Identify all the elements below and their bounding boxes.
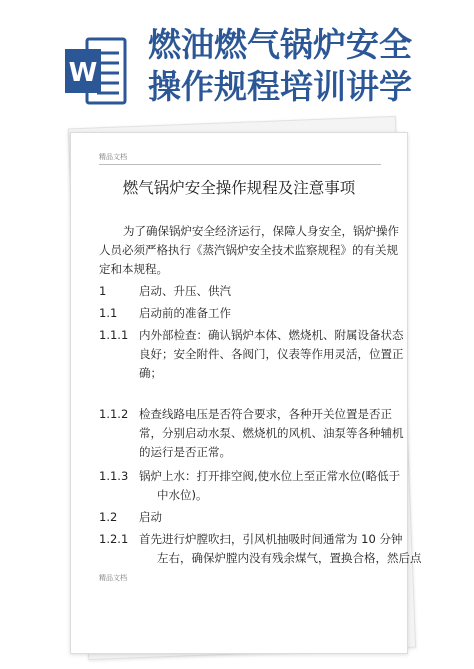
section-number: 1.2.1 bbox=[99, 532, 129, 546]
section-number: 1.1.2 bbox=[99, 407, 129, 421]
section-number: 1 bbox=[99, 284, 107, 298]
banner-title-line2: 操作规程培训讲学 bbox=[148, 67, 412, 106]
section-text: 首先进行炉膛吹扫，引风机抽吸时间通常为 10 分钟 bbox=[139, 532, 403, 546]
section-text: 锅炉上水：打开排空阀,使水位上至正常水位(略低于 bbox=[139, 469, 401, 483]
header-divider bbox=[99, 164, 381, 165]
section-text: 检查线路电压是否符合要求，各种开关位置是否正 bbox=[139, 407, 392, 421]
intro-line: 为了确保锅炉安全经济运行，保障人身安全，锅炉操作 bbox=[123, 224, 399, 238]
section-number: 1.1 bbox=[99, 306, 118, 320]
word-logo-letter: W bbox=[68, 58, 98, 88]
section-text: 确； bbox=[139, 366, 162, 380]
banner-title-line1: 燃油燃气锅炉安全 bbox=[148, 25, 412, 64]
section-number: 1.1.1 bbox=[99, 328, 129, 342]
header-mark: 精品文档 bbox=[99, 153, 127, 161]
section-text: 常，分别启动水泵、燃烧机的风机、油泵等各种辅机 bbox=[139, 426, 404, 440]
section-text: 启动前的准备工作 bbox=[139, 306, 231, 320]
intro-line: 人员必须严格执行《蒸汽锅炉安全技术监察规程》的有关规 bbox=[99, 243, 398, 257]
banner-title bbox=[148, 24, 468, 108]
section-text: 启动、升压、供汽 bbox=[139, 284, 231, 298]
banner bbox=[0, 0, 474, 130]
section-text: 内外部检查：确认锅炉本体、燃烧机、附属设备状态 bbox=[139, 328, 404, 342]
word-document-icon bbox=[63, 35, 127, 107]
section-text: 良好；安全附件、各阀门，仪表等作用灵活，位置正 bbox=[139, 347, 404, 361]
document-page bbox=[70, 132, 422, 654]
document-title: 燃气锅炉安全操作规程及注意事项 bbox=[122, 179, 356, 197]
section-text: 中水位)。 bbox=[157, 488, 208, 502]
section-number: 1.1.3 bbox=[99, 469, 129, 483]
section-text: 启动 bbox=[139, 510, 162, 524]
section-number: 1.2 bbox=[99, 510, 118, 524]
section-text: 的运行是否正常。 bbox=[139, 445, 231, 459]
intro-line: 定和本规程。 bbox=[99, 262, 168, 276]
section-text: 左右，确保炉膛内没有残余煤气，置换合格，然后点 bbox=[157, 551, 422, 565]
footer-mark: 精品文档 bbox=[99, 574, 127, 582]
